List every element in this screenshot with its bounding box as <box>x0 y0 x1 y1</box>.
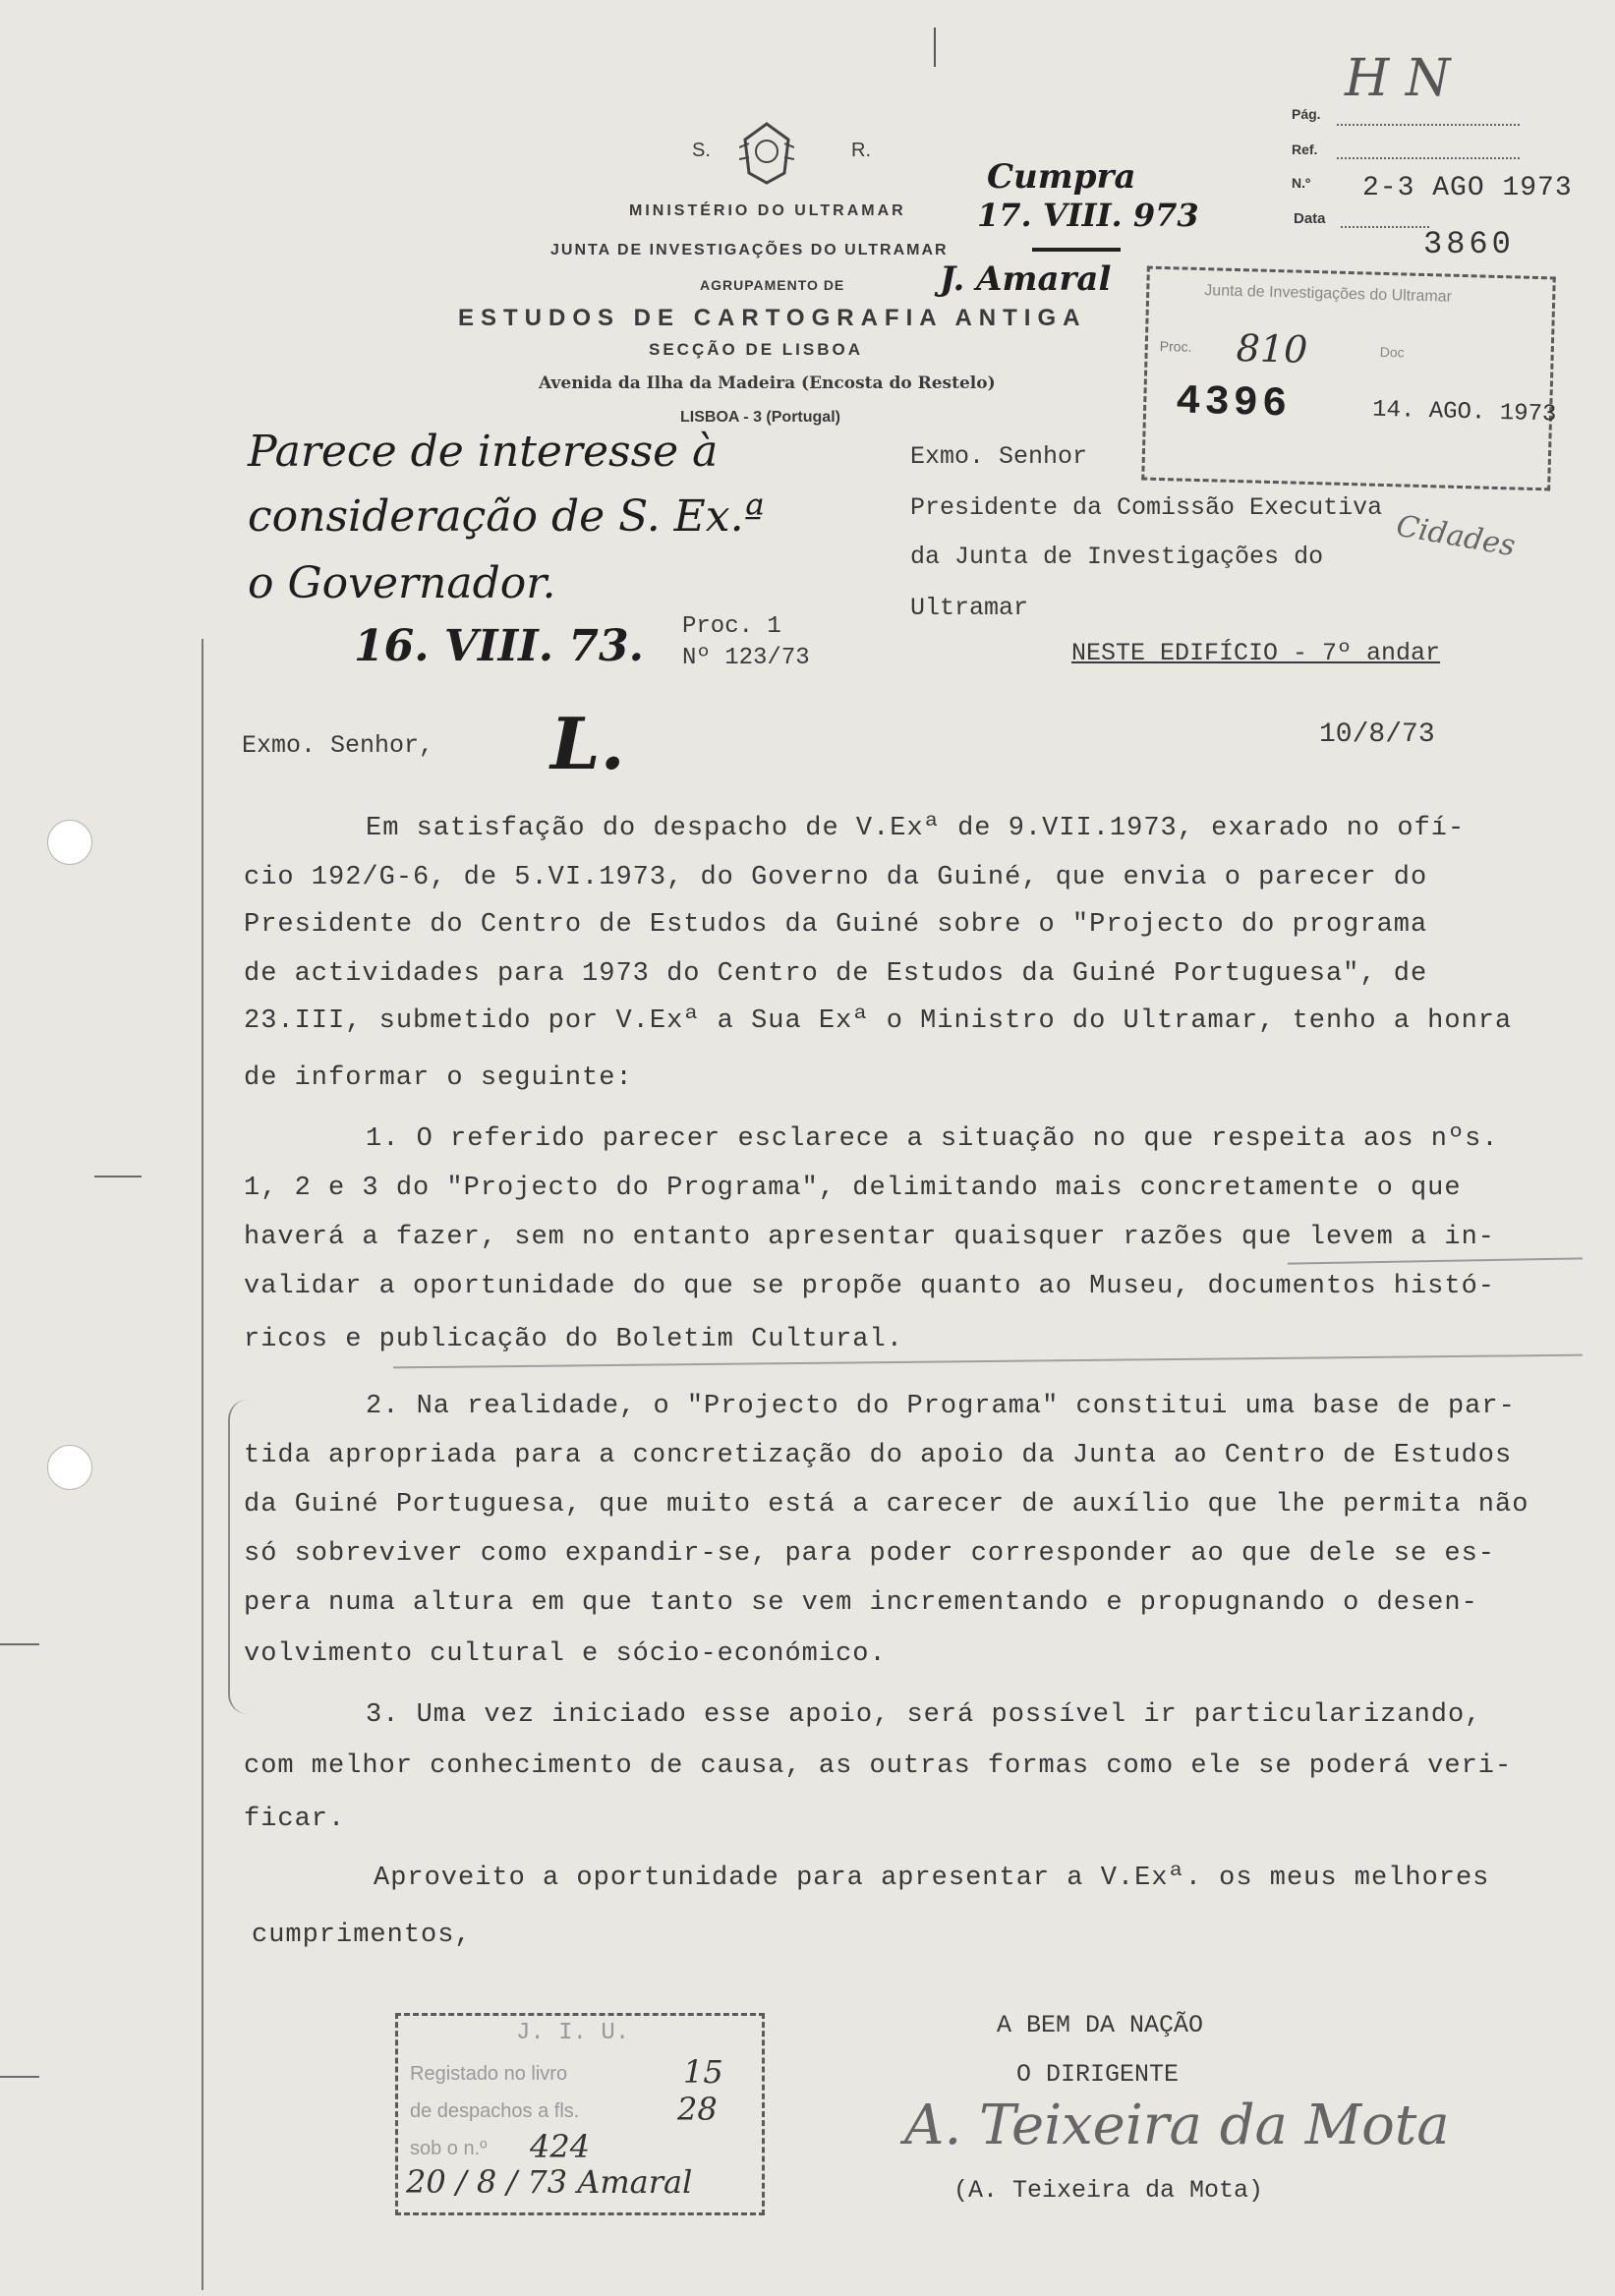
body-line: da Guiné Portuguesa, que muito está a carecer de auxílio que lhe permita não <box>244 1490 1529 1520</box>
body-line: cumprimentos, <box>252 1921 472 1950</box>
salutation: Exmo. Senhor, <box>242 731 434 760</box>
body-line: 23.III, submetido por V.Exª a Sua Exª o Ministro do Ultramar, tenho a honra <box>244 1006 1513 1036</box>
reg-stamp-date: 14. AGO. 1973 <box>1371 396 1557 429</box>
sr-left: S. <box>692 140 711 161</box>
body-line: Aproveito a oportunidade para apresentar a V.Exª. os meus melhores <box>374 1864 1490 1893</box>
proc-line1: Proc. 1 <box>682 613 781 640</box>
body-line: Presidente do Centro de Estudos da Guiné sobre o "Projecto do programa <box>244 910 1428 940</box>
registration-stamp <box>1141 266 1556 491</box>
jiu-stamp-line2-label: de despachos a fls. <box>410 2100 580 2122</box>
body-line: haverá a fazer, sem no entanto apresentar quaisquer razões que levem a in- <box>244 1223 1495 1252</box>
body-line: só sobreviver como expandir-se, para poder corresponder ao que dele se es- <box>244 1539 1495 1569</box>
reg-stamp-number: 4396 <box>1175 377 1292 429</box>
body-line: ficar. <box>244 1805 346 1834</box>
fold-mark <box>0 1643 39 1645</box>
n-label: N.º <box>1292 175 1311 191</box>
jiu-stamp-line2-value: 28 <box>677 2091 718 2128</box>
body-line: de actividades para 1973 do Centro de Estudos da Guiné Portuguesa", de <box>244 959 1428 989</box>
junta-name: JUNTA DE INVESTIGAÇÕES DO ULTRAMAR <box>550 242 949 258</box>
proc-number: Nº 123/73 <box>682 645 810 671</box>
punch-hole-top <box>47 820 92 865</box>
closing-line2: O DIRIGENTE <box>1016 2060 1180 2089</box>
handwritten-cumpra: Cumpra <box>987 157 1136 197</box>
ministry-name: MINISTÉRIO DO ULTRAMAR <box>629 202 906 219</box>
letter-date: 10/8/73 <box>1319 719 1435 750</box>
handwritten-note-line2: consideração de S. Ex.ª <box>248 491 765 542</box>
section-name: SECÇÃO DE LISBOA <box>649 340 864 359</box>
signatory-name: (A. Teixeira da Mota) <box>953 2176 1264 2205</box>
data-label: Data <box>1294 210 1326 227</box>
handwritten-cumpra-signature: J. Amaral <box>940 259 1112 299</box>
handwritten-initial: L. <box>550 702 625 785</box>
body-line: 3. Uma vez iniciado esse apoio, será possível ir particularizando, <box>366 1700 1482 1730</box>
handwritten-initials: H N <box>1345 49 1451 108</box>
body-line: pera numa altura em que tanto se vem incrementando e propugnando o desen- <box>244 1588 1478 1618</box>
pencil-underline <box>393 1354 1583 1369</box>
margin-bracket <box>228 1400 252 1714</box>
stamped-date: 2-3 AGO 1973 <box>1362 173 1573 203</box>
jiu-stamp-line3-label: sob o n.º <box>410 2138 488 2159</box>
closing-line1: A BEM DA NAÇÃO <box>997 2011 1204 2039</box>
coat-of-arms-icon <box>739 118 794 187</box>
handwritten-cidades: Cidades <box>1393 508 1519 564</box>
reg-stamp-header: Junta de Investigações do Ultramar <box>1204 282 1453 306</box>
recipient-line5: NESTE EDIFÍCIO - 7º andar <box>1071 639 1441 667</box>
signature: A. Teixeira da Mota <box>904 2094 1450 2157</box>
left-rule <box>202 639 203 2290</box>
fold-mark <box>0 2076 39 2078</box>
recipient-line3: da Junta de Investigações do <box>910 543 1324 571</box>
reg-stamp-doc-label: Doc <box>1379 343 1405 361</box>
agrupamento-label: AGRUPAMENTO DE <box>700 277 845 293</box>
jiu-stamp <box>395 2013 765 2215</box>
handwritten-note-date: 16. VIII. 73. <box>354 621 644 671</box>
ref-label: Ref. <box>1292 142 1318 157</box>
department-title: ESTUDOS DE CARTOGRAFIA ANTIGA <box>458 305 1087 331</box>
reg-stamp-proc-label: Proc. <box>1159 337 1192 355</box>
body-line: volvimento cultural e sócio-económico. <box>244 1639 887 1669</box>
body-line: cio 192/G-6, de 5.VI.1973, do Governo da Guiné, que envia o parecer do <box>244 863 1428 892</box>
recipient-line1: Exmo. Senhor <box>910 442 1088 471</box>
data-line <box>1341 226 1429 228</box>
body-line: validar a oportunidade do que se propõe quanto ao Museu, documentos histó- <box>244 1272 1495 1301</box>
body-line: 1, 2 e 3 do "Projecto do Programa", delimitando mais concretamente o que <box>244 1174 1462 1203</box>
jiu-stamp-line1-label: Registado no livro <box>410 2063 568 2085</box>
body-line: com melhor conhecimento de causa, as outras formas como ele se poderá veri- <box>244 1751 1513 1781</box>
body-line: 1. O referido parecer esclarece a situação no que respeita aos nºs. <box>366 1124 1499 1154</box>
reg-stamp-proc: 810 <box>1236 326 1308 372</box>
jiu-stamp-line4: 20 / 8 / 73 Amaral <box>406 2163 693 2201</box>
jiu-stamp-line1-value: 15 <box>683 2053 723 2091</box>
fold-mark <box>94 1176 142 1177</box>
jiu-stamp-title: J. I. U. <box>516 2020 630 2046</box>
punch-hole-bottom <box>47 1445 92 1490</box>
handwritten-note-line1: Parece de interesse à <box>248 427 719 477</box>
address: Avenida da Ilha da Madeira (Encosta do Restelo) <box>539 373 996 393</box>
jiu-stamp-line3-value: 424 <box>530 2128 591 2165</box>
sr-right: R. <box>851 140 871 161</box>
top-mark <box>934 28 936 67</box>
body-line: de informar o seguinte: <box>244 1063 633 1093</box>
body-line: tida apropriada para a concretização do apoio da Junta ao Centro de Estudos <box>244 1441 1513 1470</box>
city: LISBOA - 3 (Portugal) <box>680 409 840 426</box>
stamped-number: 3860 <box>1423 226 1515 262</box>
pencil-underline <box>1288 1257 1583 1264</box>
handwritten-note-line3: o Governador. <box>248 558 556 608</box>
body-line: Em satisfação do despacho de V.Exª de 9.VII.1973, exarado no ofí- <box>366 814 1466 843</box>
body-line: 2. Na realidade, o "Projecto do Programa" constitui uma base de par- <box>366 1392 1516 1421</box>
cumpra-underline <box>1032 248 1121 252</box>
pag-line <box>1337 124 1520 126</box>
handwritten-cumpra-date: 17. VIII. 973 <box>977 197 1199 234</box>
recipient-line4: Ultramar <box>910 594 1029 622</box>
ref-line <box>1337 157 1520 159</box>
recipient-line2: Presidente da Comissão Executiva <box>910 493 1383 522</box>
pag-label: Pág. <box>1292 106 1321 122</box>
body-line: ricos e publicação do Boletim Cultural. <box>244 1325 903 1354</box>
